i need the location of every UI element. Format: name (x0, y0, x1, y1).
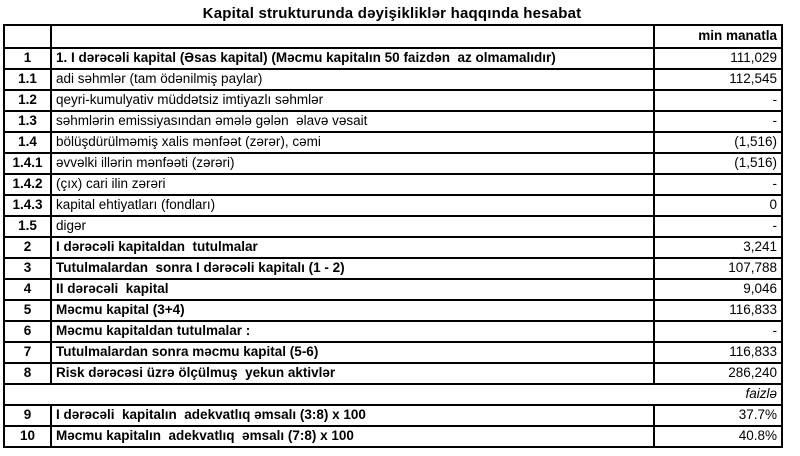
row-value: 0 (654, 195, 782, 216)
row-num: 1.1 (4, 69, 51, 90)
table-row (4, 153, 782, 174)
row-label: kapital ehtiyatları (fondları) (51, 195, 654, 216)
table-header-row (4, 25, 782, 48)
row-num: 1.4.2 (4, 174, 51, 195)
row-num: 1.3 (4, 111, 51, 132)
row-value: 37.7% (654, 405, 782, 426)
row-label: adi səhmlər (tam ödənilmiş paylar) (51, 69, 654, 90)
page-title: Kapital strukturunda dəyişikliklər haqqında hesabat (202, 5, 582, 22)
table-row (4, 237, 782, 258)
row-label: digər (51, 216, 654, 237)
row-label: 1. I dərəcəli kapital (Əsas kapital) (Məcmu kapitalın 50 faizdən az olmamalıdır) (51, 48, 654, 69)
table-row (4, 69, 782, 90)
row-num: 7 (4, 342, 51, 363)
row-value: 40.8% (654, 426, 782, 447)
table-row (4, 111, 782, 132)
row-label: I dərəcəli kapitaldan tutulmalar (51, 237, 654, 258)
percent-divider-row (4, 384, 782, 405)
row-label: I dərəcəli kapitalın adekvatlıq əmsalı (3:8) x 100 (51, 405, 654, 426)
row-num: 9 (4, 405, 51, 426)
row-value: - (654, 90, 782, 111)
row-value: - (654, 174, 782, 195)
row-value: 9,046 (654, 279, 782, 300)
header-empty-label-cell (51, 25, 654, 48)
row-value: - (654, 111, 782, 132)
table-row (4, 48, 782, 69)
row-value: 111,029 (654, 48, 782, 69)
row-value: 116,833 (654, 342, 782, 363)
row-value: - (654, 216, 782, 237)
row-label: əvvəlki illərin mənfəəti (zərəri) (51, 153, 654, 174)
row-num: 2 (4, 237, 51, 258)
table-row (4, 363, 782, 384)
table-row (4, 195, 782, 216)
row-label: bölüşdürülməmiş xalis mənfəət (zərər), cəmi (51, 132, 654, 153)
row-num: 8 (4, 363, 51, 384)
row-value: 112,545 (654, 69, 782, 90)
row-label: qeyri-kumulyativ müddətsiz imtiyazlı səhmlər (51, 90, 654, 111)
table-row (4, 132, 782, 153)
unit-header: min manatla (654, 25, 782, 48)
table-row (4, 321, 782, 342)
table-row (4, 300, 782, 321)
row-num: 3 (4, 258, 51, 279)
row-num: 1.5 (4, 216, 51, 237)
table-row (4, 258, 782, 279)
row-value: (1,516) (654, 153, 782, 174)
row-value: - (654, 321, 782, 342)
row-num: 1 (4, 48, 51, 69)
row-label: Tutulmalardan sonra I dərəcəli kapitalı (1 - 2) (51, 258, 654, 279)
row-num: 1.2 (4, 90, 51, 111)
table-row (4, 216, 782, 237)
table-row (4, 426, 782, 447)
row-label: Məcmu kapitaldan tutulmalar : (51, 321, 654, 342)
row-num: 1.4.1 (4, 153, 51, 174)
row-label: Risk dərəcəsi üzrə ölçülmuş yekun aktivlər (51, 363, 654, 384)
row-value: 286,240 (654, 363, 782, 384)
row-num: 5 (4, 300, 51, 321)
row-value: (1,516) (654, 132, 782, 153)
row-value: 116,833 (654, 300, 782, 321)
percent-divider-label: faizlə (4, 384, 782, 405)
row-label: Tutulmalardan sonra məcmu kapital (5-6) (51, 342, 654, 363)
row-label: (çıx) cari ilin zərəri (51, 174, 654, 195)
table-row (4, 405, 782, 426)
table-row (4, 174, 782, 195)
row-value: 107,788 (654, 258, 782, 279)
row-label: səhmlərin emissiyasından əmələ gələn əlavə vəsait (51, 111, 654, 132)
capital-structure-table (3, 24, 783, 448)
table-row (4, 279, 782, 300)
row-num: 4 (4, 279, 51, 300)
row-label: II dərəcəli kapital (51, 279, 654, 300)
row-num: 1.4 (4, 132, 51, 153)
row-num: 6 (4, 321, 51, 342)
table-row (4, 90, 782, 111)
row-num: 10 (4, 426, 51, 447)
row-value: 3,241 (654, 237, 782, 258)
row-label: Məcmu kapital (3+4) (51, 300, 654, 321)
header-empty-corner (4, 25, 51, 48)
table-row (4, 342, 782, 363)
row-num: 1.4.3 (4, 195, 51, 216)
row-label: Məcmu kapitalın adekvatlıq əmsalı (7:8) x 100 (51, 426, 654, 447)
